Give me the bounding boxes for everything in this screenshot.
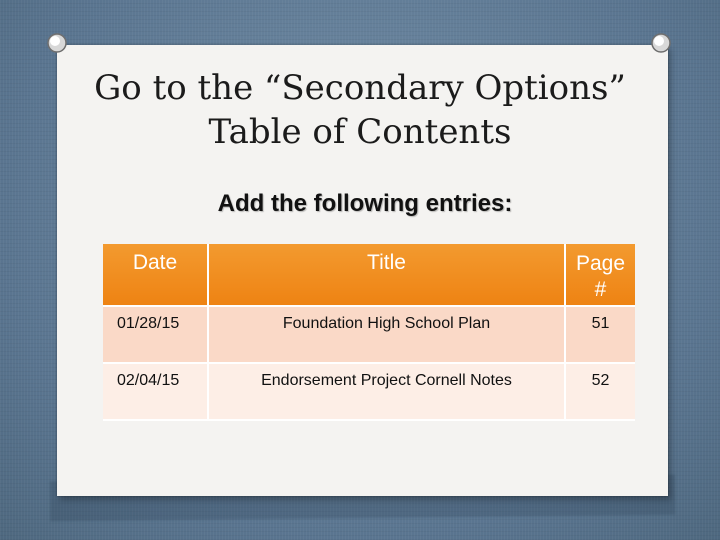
slide-title: [70, 66, 650, 154]
cell-date: 01/28/15: [103, 306, 208, 363]
table-row: [103, 306, 635, 363]
header-page: [565, 244, 635, 306]
table-row: [103, 363, 635, 420]
cell-title: Foundation High School Plan: [208, 306, 565, 363]
cell-page: 52: [565, 363, 635, 420]
cell-title: Endorsement Project Cornell Notes: [208, 363, 565, 420]
header-page-line-1: Page: [575, 252, 626, 275]
table-of-contents: [103, 244, 635, 421]
header-page-line-2: #: [594, 278, 607, 301]
slide-subtitle: Add the following entries:: [217, 190, 513, 217]
header-date: Date: [103, 244, 208, 306]
table-header-row: [103, 244, 635, 306]
pushpin-icon: [648, 30, 674, 56]
cell-date: 02/04/15: [103, 363, 208, 420]
header-title: Title: [208, 244, 565, 306]
cell-page: 51: [565, 306, 635, 363]
pushpin-icon: [44, 30, 70, 56]
slide-title-line-1: Go to the “Secondary Options”: [94, 68, 626, 108]
slide-title-line-2: Table of Contents: [208, 112, 512, 152]
